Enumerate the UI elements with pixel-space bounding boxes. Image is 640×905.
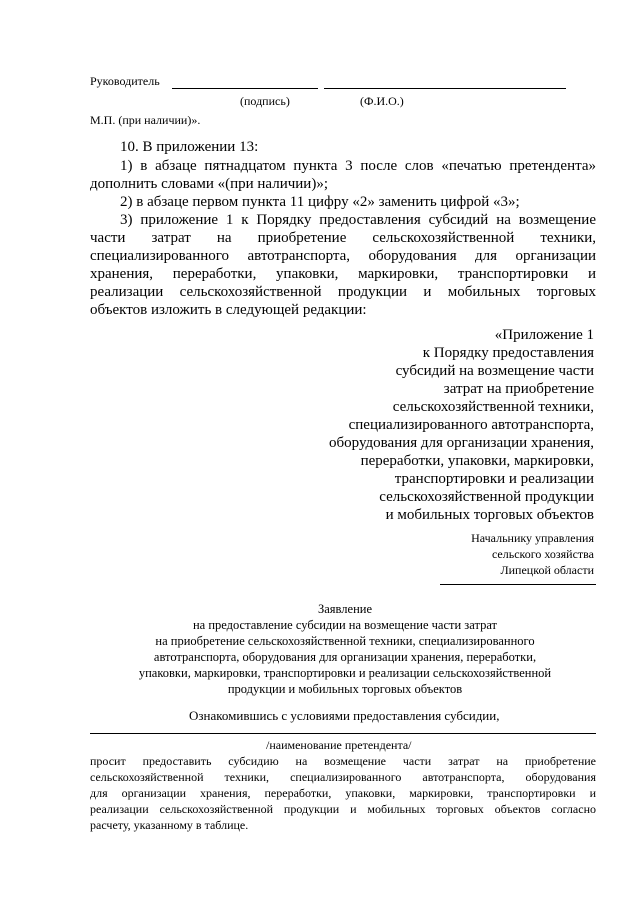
name-caption: (Ф.И.О.) [360, 94, 404, 108]
paragraph-3-line: 3) приложение 1 к Порядку предоставления субсидий на возмещение [120, 212, 596, 228]
appendix-header-line: транспортировки и реализации [394, 471, 594, 487]
application-subtitle-line: упаковки, маркировки, транспортировки и реализации сельскохозяйственной [138, 666, 552, 680]
application-subtitle-line: продукции и мобильных торговых объектов [227, 682, 463, 696]
paragraph-1-line: дополнить словами «(при наличии)»; [90, 176, 328, 192]
paragraph-1-line: 1) в абзаце пятнадцатом пункта 3 после слов «печатью претендента» [120, 158, 596, 174]
addressee-line: сельского хозяйства [491, 547, 594, 561]
appendix-header-line: и мобильных торговых объектов [385, 507, 594, 523]
seal-note: М.П. (при наличии)». [90, 113, 201, 127]
application-body-line: реализации сельскохозяйственной продукции и мобильных торговых объектов согласно [90, 802, 596, 816]
applicant-name-line [90, 733, 596, 734]
manager-label: Руководитель [90, 74, 160, 88]
application-subtitle-line: на приобретение сельскохозяйственной техники, специализированного [155, 634, 535, 648]
appendix-header-line: переработки, упаковки, маркировки, [360, 453, 594, 469]
application-body-line: расчету, указанному в таблице. [90, 818, 249, 832]
paragraph-3-line: специализированного автотранспорта, оборудования для организации [90, 248, 596, 264]
paragraph-3-line: хранения, переработки, упаковки, маркировки, транспортировки и [90, 266, 596, 282]
paragraph-3-line: части затрат на приобретение сельскохозяйственной техники, [90, 230, 596, 246]
appendix-header-line: сельскохозяйственной техники, [392, 399, 594, 415]
applicant-caption: /наименование претендента/ [266, 738, 412, 752]
paragraph-3-line: реализации сельскохозяйственной продукции и мобильных торговых [90, 284, 596, 300]
paragraph-2-line: 2) в абзаце первом пункта 11 цифру «2» заменить цифрой «3»; [120, 194, 520, 210]
appendix-header-line: сельскохозяйственной продукции [379, 489, 594, 505]
application-subtitle-line: автотранспорта, оборудования для организации хранения, переработки, [153, 650, 537, 664]
application-subtitle-line: на предоставление субсидии на возмещение части затрат [192, 618, 498, 632]
application-body-line: просит предоставить субсидию на возмещение части затрат на приобретение [90, 754, 596, 768]
application-title: Заявление [317, 602, 372, 616]
paragraph-3-line: объектов изложить в следующей редакции: [90, 302, 367, 318]
addressee-blank-line [440, 584, 596, 585]
item-10-heading: 10. В приложении 13: [120, 139, 259, 155]
appendix-header-line: к Порядку предоставления [422, 345, 594, 361]
appendix-header-line: «Приложение 1 [494, 327, 594, 343]
application-body-line: для организации хранения, переработки, упаковки, маркировки, транспортировки и [90, 786, 596, 800]
name-line [324, 88, 566, 89]
addressee-line: Начальнику управления [471, 531, 594, 545]
appendix-header-line: оборудования для организации хранения, [329, 435, 594, 451]
appendix-header-line: затрат на приобретение [443, 381, 594, 397]
application-body-line: сельскохозяйственной техники, специализированного автотранспорта, оборудования [90, 770, 596, 784]
signature-caption: (подпись) [240, 94, 290, 108]
appendix-header-line: субсидий на возмещение части [395, 363, 594, 379]
signature-line [172, 88, 318, 89]
appendix-header-line: специализированного автотранспорта, [348, 417, 594, 433]
addressee-line: Липецкой области [500, 563, 594, 577]
application-intro: Ознакомившись с условиями предоставления субсидии, [189, 708, 500, 723]
